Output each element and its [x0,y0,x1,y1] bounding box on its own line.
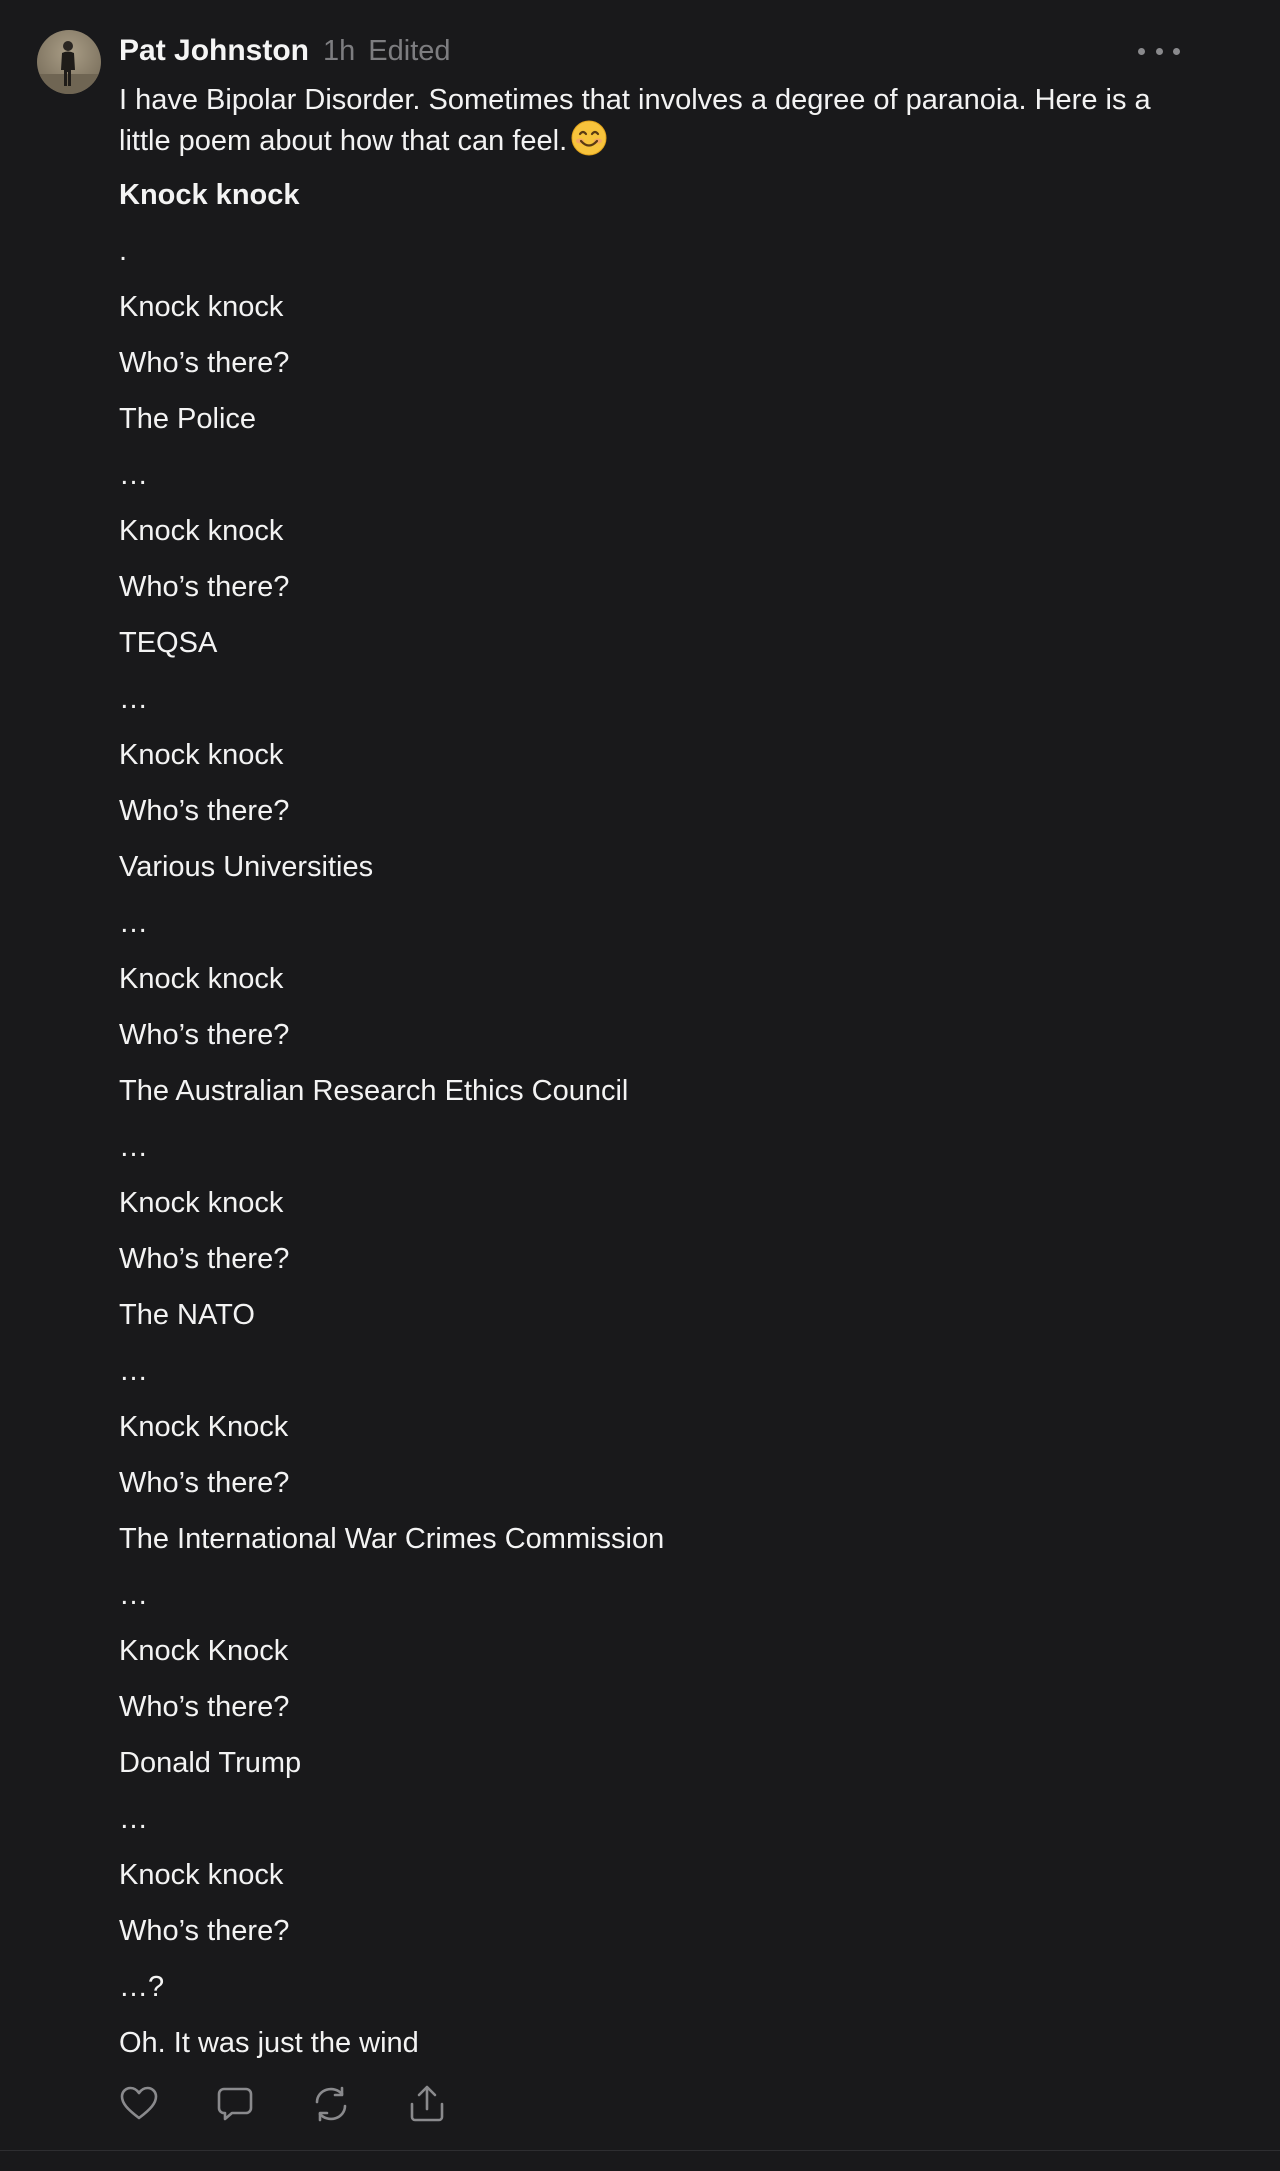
poem-line: Oh. It was just the wind [119,2027,419,2059]
poem-line: Who’s there? [119,1691,290,1723]
poem-line: Who’s there? [119,1019,290,1051]
poem-line: Knock knock [119,291,284,323]
poem-line: Who’s there? [119,571,290,603]
poem-line: Who’s there? [119,1467,290,1499]
heart-icon [119,2084,159,2124]
repost-button[interactable] [309,2082,353,2126]
poem-line: … [119,683,148,715]
poem-line: Knock knock [119,963,284,995]
poem-line: … [119,907,148,939]
poem-line: Knock Knock [119,1635,289,1667]
poem-line: … [119,459,148,491]
post-time[interactable]: 1h [323,35,356,67]
comment-button[interactable] [213,2082,257,2126]
poem-line: The Police [119,403,257,435]
post-header [119,30,451,72]
poem-line: Who’s there? [119,1243,290,1275]
poem-title: Knock knock [119,179,300,211]
poem-line: Who’s there? [119,795,290,827]
repost-icon [311,2084,351,2124]
poem-line: Who’s there? [119,1915,290,1947]
post-intro [119,80,1169,167]
poem-line: Knock knock [119,515,284,547]
poem-line: TEQSA [119,627,218,659]
poem-line: Who’s there? [119,347,290,379]
poem-line: … [119,1131,148,1163]
smiling-face-icon [571,120,607,167]
share-button[interactable] [405,2082,449,2126]
poem-line: The Australian Research Ethics Council [119,1075,629,1107]
poem-line: . [119,235,128,267]
post-actions [117,2082,501,2126]
poem-line: … [119,1803,148,1835]
poem-line: The NATO [119,1299,255,1331]
poem [119,174,1169,2078]
edited-label: Edited [368,35,451,67]
poem-line: Knock knock [119,739,284,771]
avatar[interactable] [37,30,101,94]
poem-line: … [119,1579,148,1611]
more-options-icon[interactable] [1138,36,1180,66]
poem-line: Various Universities [119,851,374,883]
comment-icon [215,2084,255,2124]
poem-line: Knock Knock [119,1411,289,1443]
share-icon [407,2084,447,2124]
poem-line: Donald Trump [119,1747,302,1779]
poem-line: Knock knock [119,1859,284,1891]
post-divider [0,2150,1280,2151]
like-button[interactable] [117,2082,161,2126]
poem-line: …? [119,1971,165,2003]
post-intro-text: I have Bipolar Disorder. Sometimes that involves a degree of paranoia. Here is a little poem about how that can feel. [119,84,1151,157]
poem-line: The International War Crimes Commission [119,1523,665,1555]
poem-line: Knock knock [119,1187,284,1219]
author-name[interactable]: Pat Johnston [119,34,310,67]
poem-line: … [119,1355,148,1387]
